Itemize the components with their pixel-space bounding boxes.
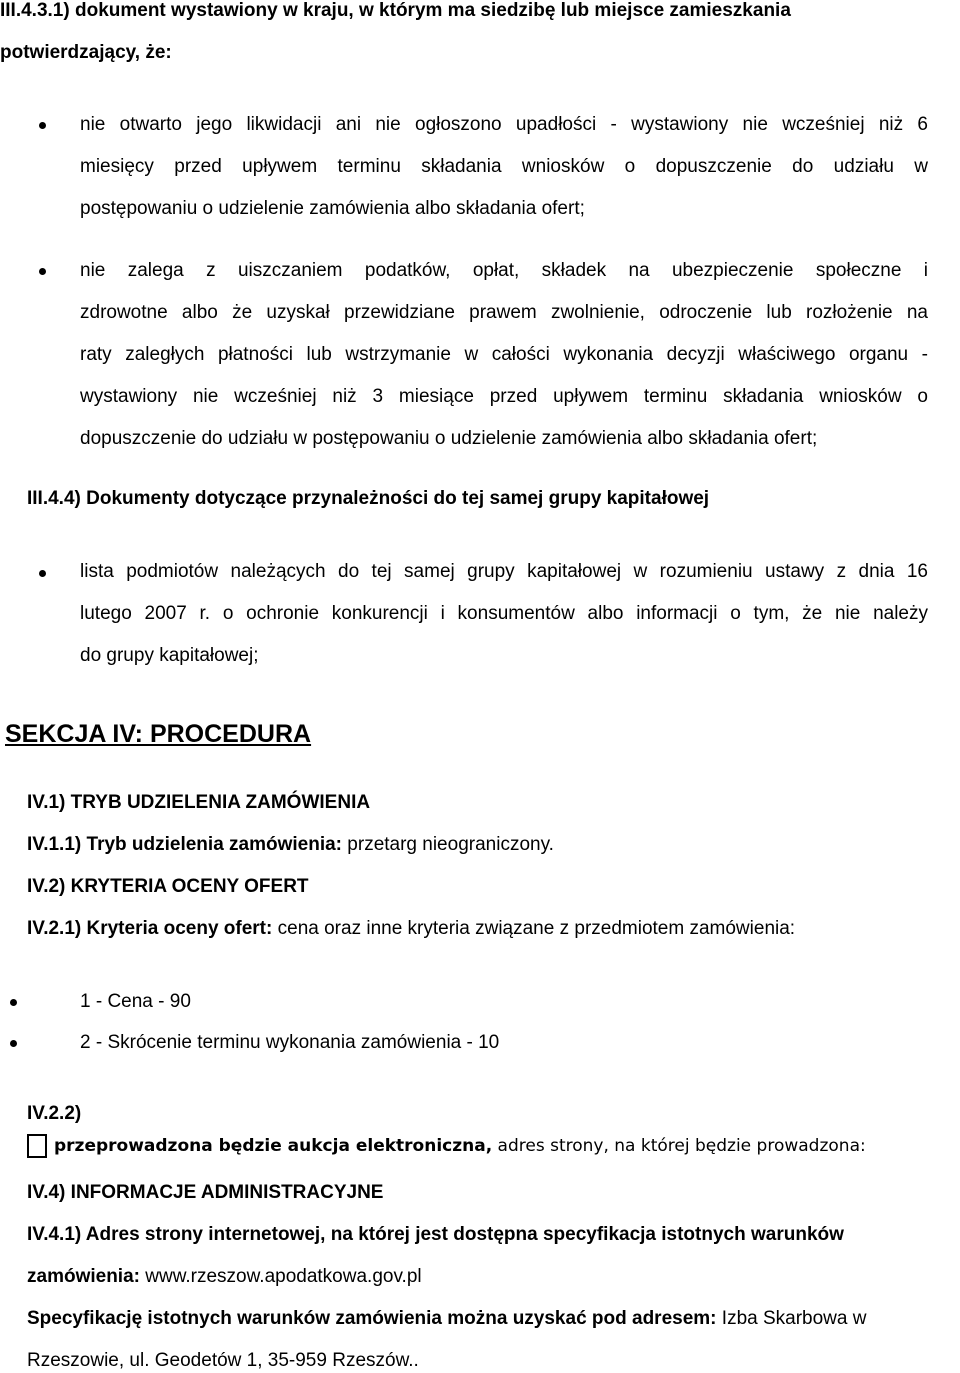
bullet-b-line4: wystawiony nie wcześniej niż 3 miesiące przed upływem terminu składania wniosków o: [80, 386, 928, 407]
iv21-value: cena oraz inne kryteria związane z przedmiotem zamówienia:: [272, 918, 796, 939]
iv4-heading: IV.4) INFORMACJE ADMINISTRACYJNE: [27, 1182, 384, 1203]
iv41-label: zamówienia:: [27, 1266, 140, 1287]
bullet-b-line2: zdrowotne albo że uzyskał przewidziane prawem zwolnienie, odroczenie lub rozłożenie na: [80, 302, 928, 323]
bullet-b-line3: raty zaległych płatności lub wstrzymanie w całości wykonania decyzji właściwego organu -: [80, 344, 928, 365]
bullet-a-line1: nie otwarto jego likwidacji ani nie ogłoszono upadłości - wystawiony nie wcześniej niż 6: [80, 114, 928, 135]
spec-address-value: Izba Skarbowa w: [716, 1308, 867, 1329]
criterion-item: 1 - Cena - 90: [80, 991, 191, 1012]
bullet-b-line1: nie zalega z uiszczaniem podatków, opłat, składek na ubezpieczenie społeczne i: [80, 260, 928, 281]
bullet-dot: [39, 122, 46, 129]
spec-address-line1: [27, 1308, 866, 1330]
auction-checkbox[interactable]: [27, 1134, 47, 1158]
section-heading-3-1-line1: III.4.3.1) dokument wystawiony w kraju, w którym ma siedzibę lub miejsce zamieszkania: [0, 0, 791, 21]
section-heading-3-1-line2: potwierdzający, że:: [0, 42, 172, 63]
iv22-heading: IV.2.2): [27, 1103, 82, 1124]
bullet-dot: [39, 570, 46, 577]
iv21-label: IV.2.1) Kryteria oceny ofert:: [27, 918, 273, 939]
bullet-c-line3: do grupy kapitałowej;: [80, 645, 259, 666]
spec-website-link[interactable]: www.rzeszow.apodatkowa.gov.pl: [139, 1266, 422, 1287]
iv41-line2: [27, 1266, 422, 1288]
bullet-a-line2: miesięcy przed upływem terminu składania wniosków o dopuszczenie do udziału w: [80, 156, 928, 177]
iv21-row: [27, 918, 795, 940]
bullet-c-line1: lista podmiotów należących do tej samej grupy kapitałowej w rozumieniu ustawy z dnia 16: [80, 561, 928, 582]
iv2-heading: IV.2) KRYTERIA OCENY OFERT: [27, 876, 309, 897]
spec-address-line2: Rzeszowie, ul. Geodetów 1, 35-959 Rzeszów..: [27, 1350, 419, 1371]
auction-row: [54, 1135, 866, 1157]
bullet-dot: [39, 268, 46, 275]
bullet-a-line3: postępowaniu o udzielenie zamówienia albo składania ofert;: [80, 198, 585, 219]
bullet-dot: [10, 1040, 17, 1047]
criterion-item: 2 - Skrócenie terminu wykonania zamówienia - 10: [80, 1032, 500, 1053]
bullet-dot: [10, 999, 17, 1006]
iv11-value: przetarg nieograniczony.: [342, 834, 554, 855]
section-iv-title: SEKCJA IV: PROCEDURA: [5, 720, 312, 748]
iv41-line1: IV.4.1) Adres strony internetowej, na której jest dostępna specyfikacja istotnych warunków: [27, 1224, 844, 1245]
spec-address-label: Specyfikację istotnych warunków zamówienia można uzyskać pod adresem:: [27, 1308, 717, 1329]
section-heading-4-4: III.4.4) Dokumenty dotyczące przynależności do tej samej grupy kapitałowej: [27, 488, 710, 509]
iv11-row: [27, 834, 554, 856]
bullet-b-line5: dopuszczenie do udziału w postępowaniu o udzielenie zamówienia albo składania ofert;: [80, 428, 818, 449]
auction-address-label: adres strony, na której będzie prowadzona:: [492, 1136, 866, 1156]
bullet-c-line2: lutego 2007 r. o ochronie konkurencji i konsumentów albo informacji o tym, że nie należy: [80, 603, 928, 624]
iv11-label: IV.1.1) Tryb udzielenia zamówienia:: [27, 834, 343, 855]
auction-label: przeprowadzona będzie aukcja elektroniczna,: [54, 1136, 493, 1156]
iv1-heading: IV.1) TRYB UDZIELENIA ZAMÓWIENIA: [27, 792, 371, 813]
